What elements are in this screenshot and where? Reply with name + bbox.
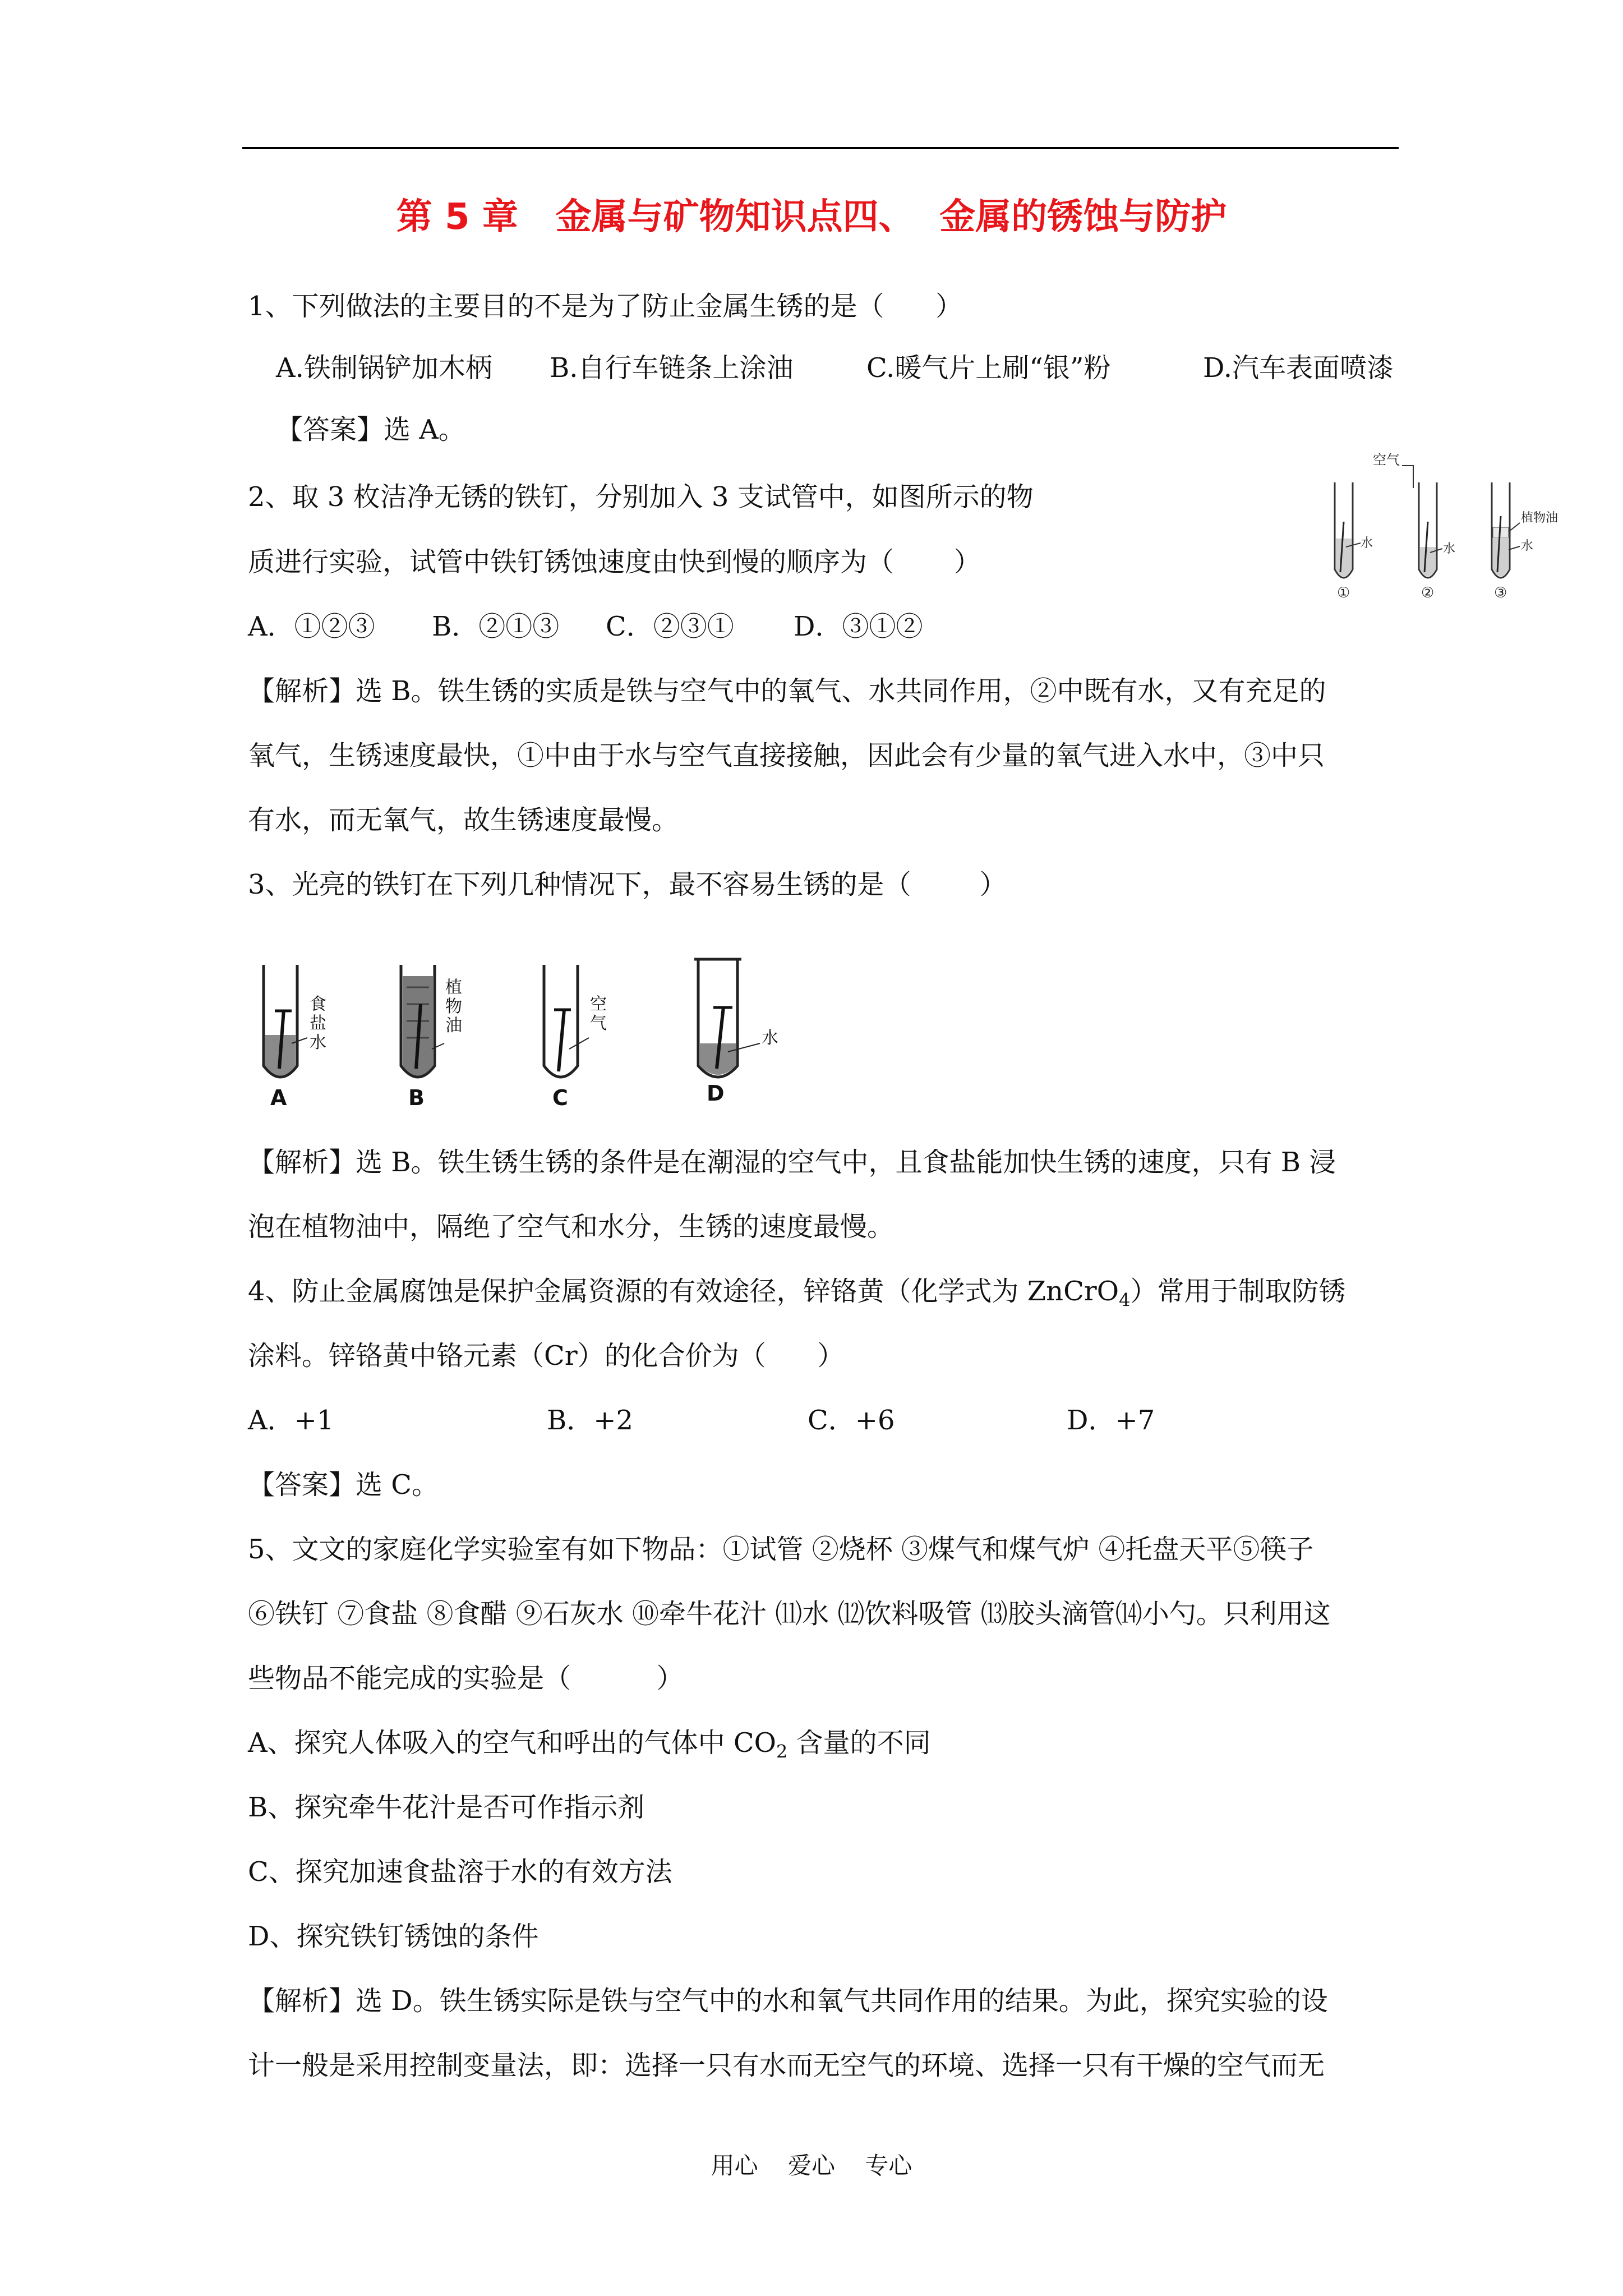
tube-number-2: ② bbox=[1421, 585, 1435, 600]
tube-b-label-3: 油 bbox=[445, 1016, 462, 1036]
tube-c-letter: C bbox=[552, 1085, 568, 1110]
q4-answer: 【答案】选 C。 bbox=[248, 1469, 439, 1501]
q1-option-a: A.铁制锅铲加木柄 bbox=[276, 352, 492, 384]
tube-number-3: ③ bbox=[1494, 585, 1507, 600]
q3-stem: 3、光亮的铁钉在下列几种情况下，最不容易生锈的是（ ） bbox=[248, 869, 1007, 900]
q4-stem-line1: 4、防止金属腐蚀是保护金属资源的有效途径，锌铬黄（化学式为 ZnCrO$_4$）常用于制取防锈 bbox=[248, 1276, 1346, 1311]
q4-option-c: C．+6 bbox=[808, 1405, 895, 1436]
q4-stem-line2: 涂料。锌铬黄中铬元素（Cr）的化合价为（ ） bbox=[248, 1340, 845, 1372]
q4-option-b: B．+2 bbox=[547, 1405, 634, 1436]
q1-answer: 【答案】选 A。 bbox=[276, 414, 465, 445]
q1-stem: 1、下列做法的主要目的不是为了防止金属生锈的是（ ） bbox=[248, 291, 963, 322]
q2-label-water-2: 水 bbox=[1443, 542, 1456, 556]
q1-option-b: B.自行车链条上涂油 bbox=[550, 352, 794, 384]
q2-label-water-3: 水 bbox=[1521, 539, 1534, 553]
q5-option-a: A、探究人体吸入的空气和呼出的气体中 $CO_2$ 含量的不同 bbox=[248, 1727, 931, 1763]
tube-number-1: ① bbox=[1337, 585, 1350, 600]
tube-a-letter: A bbox=[270, 1085, 287, 1110]
q1-option-c: C.暖气片上刷“银”粉 bbox=[866, 352, 1111, 384]
tube-c-label-1: 空 bbox=[590, 995, 607, 1014]
q2-option-b: B．②①③ bbox=[432, 611, 560, 642]
water-fill-1 bbox=[1336, 539, 1352, 577]
q3-analysis-line1: 【解析】选 B。铁生锈生锈的条件是在潮湿的空气中，且食盐能加快生锈的速度，只有 B 浸 bbox=[248, 1147, 1336, 1178]
tube-b-label-1: 植 bbox=[445, 978, 462, 997]
q2-figure bbox=[1324, 449, 1576, 600]
q5-stem-line2: ⑥铁钉 ⑦食盐 ⑧食醋 ⑨石灰水 ⑩牵牛花汁 ⑾水 ⑿饮料吸管 ⒀胶头滴管⒁小勺。只利用这 bbox=[248, 1598, 1331, 1630]
q5-stem-line1: 5、文文的家庭化学实验室有如下物品：①试管 ②烧杯 ③煤气和煤气炉 ④托盘天平⑤筷子 bbox=[248, 1534, 1314, 1565]
air-inlet-tube bbox=[1402, 466, 1413, 488]
q2-option-a: A．①②③ bbox=[248, 611, 375, 642]
q4-option-a: A．+1 bbox=[248, 1405, 334, 1436]
tube-a-label-3: 水 bbox=[310, 1033, 326, 1052]
q3-analysis-line2: 泡在植物油中，隔绝了空气和水分，生锈的速度最慢。 bbox=[248, 1211, 895, 1243]
q5-option-c: C、探究加速食盐溶于水的有效方法 bbox=[248, 1856, 672, 1888]
nail-c bbox=[559, 1010, 564, 1071]
q2-stem-line2: 质进行实验，试管中铁钉锈蚀速度由快到慢的顺序为（ ） bbox=[248, 546, 981, 578]
q2-label-air: 空气 bbox=[1373, 452, 1400, 468]
q2-label-oil: 植物油 bbox=[1521, 511, 1559, 525]
tube-d-label-1: 水 bbox=[762, 1028, 778, 1048]
page-footer: 用心 爱心 专心 bbox=[711, 2152, 912, 2179]
q2-analysis-line2: 氧气，生锈速度最快，①中由于水与空气直接接触，因此会有少量的氧气进入水中，③中只 bbox=[248, 740, 1325, 771]
water-fill-3 bbox=[1493, 537, 1509, 577]
q2-label-water-1: 水 bbox=[1361, 536, 1373, 550]
q3-figure bbox=[247, 954, 830, 1111]
q5-analysis-line2: 计一般是采用控制变量法，即：选择一只有水而无空气的环境、选择一只有干燥的空气而无 bbox=[248, 2050, 1325, 2081]
q5-analysis-line1: 【解析】选 D。铁生锈实际是铁与空气中的水和氧气共同作用的结果。为此，探究实验的设 bbox=[248, 1985, 1328, 2017]
tube-d-letter: D bbox=[707, 1081, 725, 1106]
q2-option-d: D．③①② bbox=[794, 611, 923, 642]
header-rule bbox=[242, 147, 1399, 149]
tube-b-letter: B bbox=[408, 1085, 425, 1110]
q5-option-b: B、探究牵牛花汁是否可作指示剂 bbox=[248, 1792, 645, 1823]
q2-stem-line1: 2、取 3 枚洁净无锈的铁钉，分别加入 3 支试管中，如图所示的物 bbox=[248, 481, 1034, 513]
q2-analysis-line3: 有水，而无氧气，故生锈速度最慢。 bbox=[248, 804, 679, 836]
q2-analysis-line1: 【解析】选 B。铁生锈的实质是铁与空气中的氧气、水共同作用，②中既有水，又有充足的 bbox=[248, 675, 1326, 707]
tube-a-label-1: 食 bbox=[310, 995, 326, 1014]
tube-b-label-2: 物 bbox=[445, 997, 462, 1016]
page-title: 第 5 章 金属与矿物知识点四、 金属的锈蚀与防护 bbox=[396, 196, 1227, 238]
tube-a-label-2: 盐 bbox=[310, 1014, 326, 1033]
q4-option-d: D．+7 bbox=[1067, 1405, 1155, 1436]
tube-c-label-2: 气 bbox=[590, 1014, 607, 1033]
q1-option-d: D.汽车表面喷漆 bbox=[1203, 352, 1394, 384]
q5-option-d: D、探究铁钉锈蚀的条件 bbox=[248, 1921, 539, 1952]
q2-option-c: C．②③① bbox=[606, 611, 734, 642]
q5-stem-line3: 些物品不能完成的实验是（ ） bbox=[248, 1663, 684, 1694]
